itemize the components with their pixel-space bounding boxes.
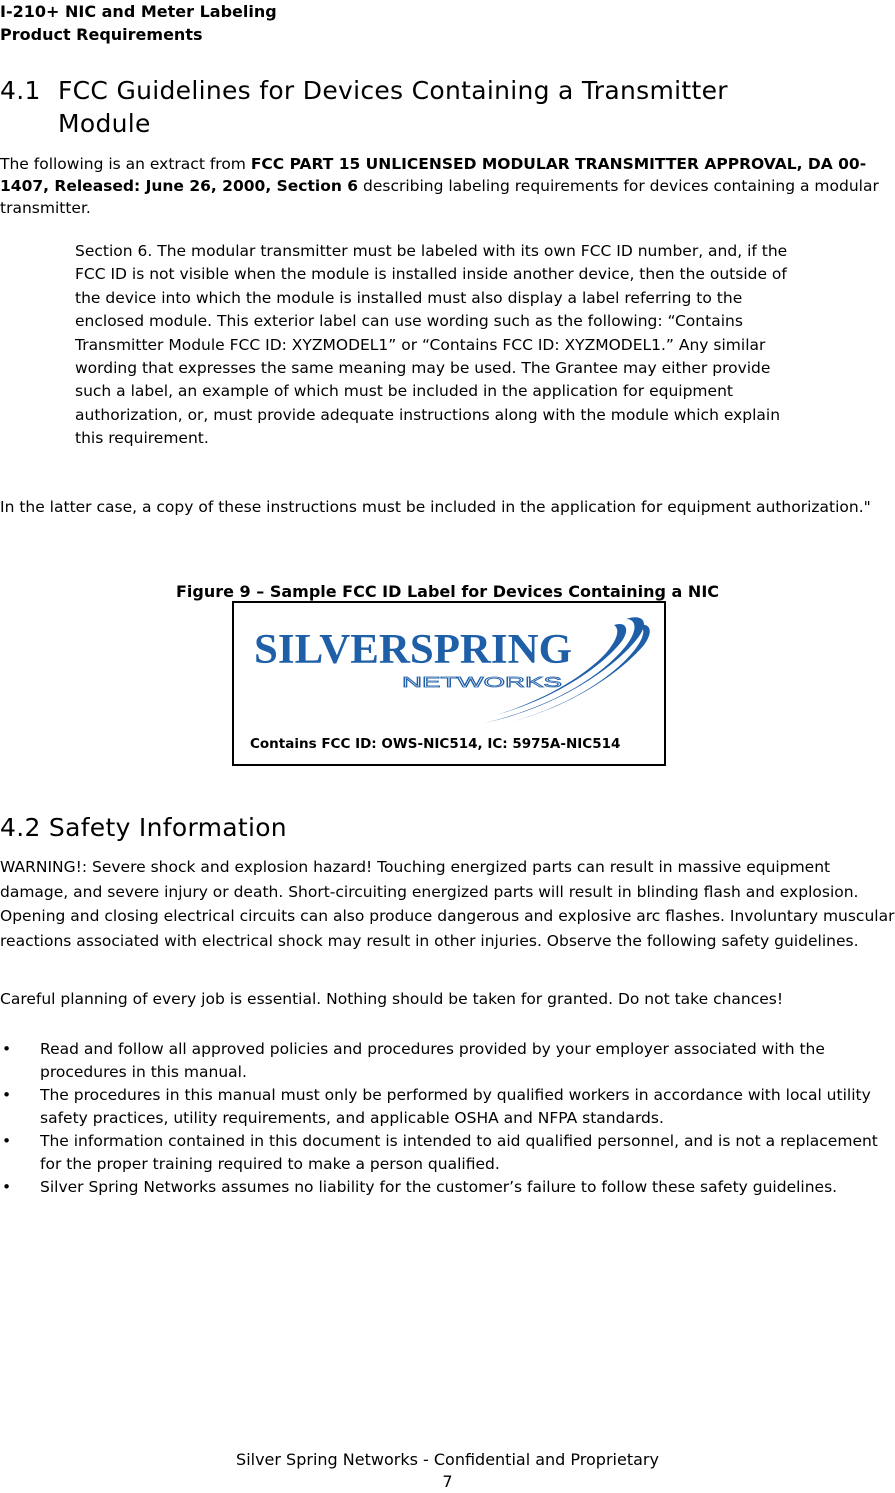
section-title-line1: FCC Guidelines for Devices Containing a Transmitter <box>58 76 728 105</box>
bullet-icon: • <box>2 1132 12 1150</box>
bullet-icon: • <box>2 1178 12 1196</box>
bullet-icon: • <box>2 1040 12 1058</box>
intro-text: The following is an extract from <box>0 155 251 173</box>
careful-planning-paragraph: Careful planning of every job is essential. Nothing should be taken for granted. Do not take chances! <box>0 990 784 1008</box>
section-number: 4.2 <box>0 813 41 842</box>
safety-guidelines-list <box>0 1038 895 1199</box>
fcc-id-text: Contains FCC ID: OWS-NIC514, IC: 5975A-NIC514 <box>250 736 621 752</box>
section-title-line2: Module <box>58 109 151 138</box>
sample-fcc-label <box>232 601 666 766</box>
section-number: 4.1 <box>0 76 41 105</box>
running-header <box>0 0 277 46</box>
fcc-quote: Section 6. The modular transmitter must be labeled with its own FCC ID number, and, if the FCC ID is not visible when the module is installed inside another device, then the outside of the device into which the module is installed must also display a label referring to the enclosed module. This exterior label can use wording such as the following: “Contains Transmitter Module FCC ID: XYZMODEL1” or “Contains FCC ID: XYZMODEL1.” Any similar wording that expresses the same meaning may be used. The Grantee may either provide such a label, an example of which must be included in the application for equipment authorization, or, must provide adequate instructions along with the module which explain this requirement. <box>75 242 788 448</box>
intro-paragraph <box>0 153 880 219</box>
warning-paragraph: WARNING!: Severe shock and explosion hazard! Touching energized parts can result in massive equipment damage, and severe injury or death. Short-circuiting energized parts will result in blinding flash and explosion. Opening and closing electrical circuits can also produce dangerous and explosive arc flashes. Involuntary muscular reactions associated with electrical shock may result in other injuries. Observe the following safety guidelines. <box>0 858 895 950</box>
list-item <box>0 1130 895 1176</box>
list-item <box>0 1084 895 1130</box>
list-item-text: Silver Spring Networks assumes no liability for the customer’s failure to follow these safety guidelines. <box>40 1178 838 1196</box>
header-doc-title: I-210+ NIC and Meter Labeling <box>0 2 277 21</box>
page-number: 7 <box>442 1472 453 1491</box>
figure-caption: Figure 9 – Sample FCC ID Label for Devices Containing a NIC <box>175 582 720 601</box>
section-4-1-heading <box>0 74 728 140</box>
footer-confidential: Silver Spring Networks - Confidential and Proprietary <box>236 1450 659 1469</box>
silver-spring-logo <box>252 611 652 731</box>
intro-citation: FCC PART 15 UNLICENSED MODULAR TRANSMITTER APPROVAL, DA 00-1407, Released: June 26, 2000, Section 6 <box>0 155 867 195</box>
section-title: Safety Information <box>48 813 287 842</box>
intro-text-end: describing labeling requirements for devices containing a modular transmitter. <box>0 177 879 217</box>
list-item <box>0 1038 895 1084</box>
list-item <box>0 1176 895 1199</box>
bullet-icon: • <box>2 1086 12 1104</box>
list-item-text: The information contained in this document is intended to aid qualified personnel, and is not a replacement for the proper training required to make a person qualified. <box>40 1132 878 1173</box>
logo-subtitle: NETWORKS <box>402 674 562 691</box>
header-subtitle: Product Requirements <box>0 25 203 44</box>
list-item-text: Read and follow all approved policies and procedures provided by your employer associated with the procedures in this manual. <box>40 1040 825 1081</box>
logo-wordmark: SILVERSPRING <box>254 627 572 673</box>
page-footer <box>0 1449 895 1493</box>
latter-case-paragraph: In the latter case, a copy of these instructions must be included in the application for equipment authorization." <box>0 498 871 516</box>
list-item-text: The procedures in this manual must only be performed by qualified workers in accordance with local utility safety practices, utility requirements, and applicable OSHA and NFPA standards. <box>40 1086 871 1127</box>
section-4-2-heading <box>0 811 287 844</box>
